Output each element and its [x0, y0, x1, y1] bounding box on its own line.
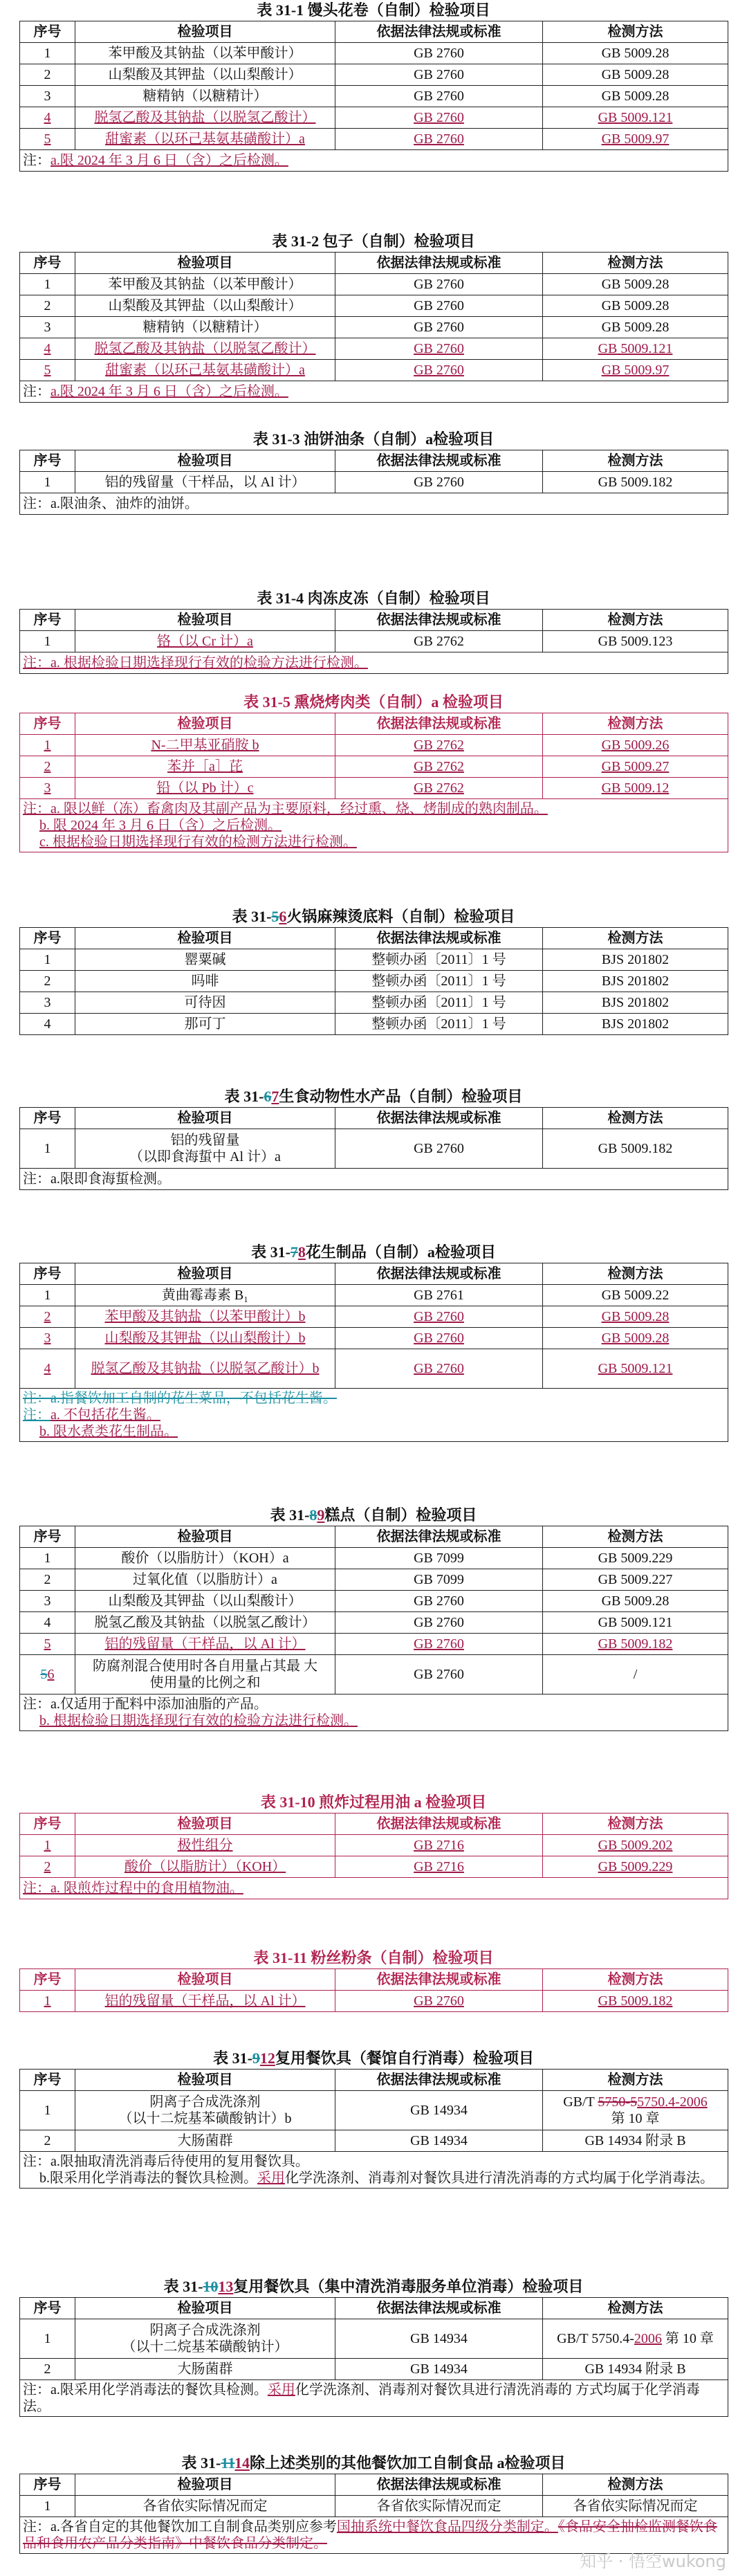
inspection-table	[19, 1263, 728, 1442]
table-31-12	[0, 2048, 747, 2189]
table-row: 4 那可丁 整顿办函〔2011〕1 号 BJS 201802	[20, 1014, 728, 1035]
note-row: 注：a.限采用化学消毒法的餐饮具检测。采用化学洗涤剂、消毒剂对餐饮具进行清洗消毒的 方式均属于化学消毒法。	[20, 2380, 728, 2417]
header-row: 序号 检验项目 依据法律法规或标准 检测方法	[20, 2298, 728, 2319]
table-row: 4 脱氢乙酸及其钠盐（以脱氢乙酸计）b GB 2760 GB 5009.121	[20, 1349, 728, 1389]
header-row: 序号 检验项目 依据法律法规或标准 检测方法	[20, 1263, 728, 1285]
table-row: 2 过氧化值（以脂肪计）a GB 7099 GB 5009.227	[20, 1569, 728, 1591]
table-title: 表 31-912复用餐饮具（餐馆自行消毒）检验项目	[213, 2049, 534, 2067]
note-row: 注：a.限 2024 年 3 月 6 日（含）之后检测。	[20, 381, 728, 403]
table-31-8	[0, 1242, 747, 1442]
note-row: 注：a.指餐饮加工自制的花生菜品，不包括花生酱。 注：a. 不包括花生酱。 b. 限水煮类花生制品。	[20, 1389, 728, 1442]
table-row: 1 酸价（以脂肪计）（KOH）a GB 7099 GB 5009.229	[20, 1548, 728, 1569]
table-row: 3 山梨酸及其钾盐（以山梨酸计）b GB 2760 GB 5009.28	[20, 1328, 728, 1349]
note-row: 注：a.限抽取清洗消毒后待使用的复用餐饮具。 b.限采用化学消毒法的餐饮具检测。采用化学洗涤剂、消毒剂对餐饮具进行清洗消毒的方式均属于化学消毒法。	[20, 2152, 728, 2189]
inspection-table	[19, 1107, 728, 1190]
note-row: 注：a. 限以鲜（冻）畜禽肉及其副产品为主要原料，经过熏、烧、烤制成的熟肉制品。 b. 限 2024 年 3 月 6 日（含）之后检测。 c. 根据检验日期选择现行有效的检测方法进行检测。	[20, 799, 728, 852]
header-row: 序号 检验项目 依据法律法规或标准 检测方法	[20, 2070, 728, 2091]
inspection-table	[19, 609, 728, 674]
table-row: 5 铝的残留量（干样品，以 Al 计） GB 2760 GB 5009.182	[20, 1634, 728, 1655]
table-row: 3 糖精钠（以糖精计） GB 2760 GB 5009.28	[20, 317, 728, 338]
table-31-13	[0, 2276, 747, 2417]
table-row: 1 铬（以 Cr 计）a GB 2762 GB 5009.123	[20, 631, 728, 652]
table-row: 1 阴离子合成洗涤剂 （以十二烷基苯磺酸钠计） GB 14934 GB/T 5750.4-2006 第 10 章	[20, 2319, 728, 2359]
table-row: 2 酸价（以脂肪计）（KOH） GB 2716 GB 5009.229	[20, 1856, 728, 1878]
table-31-7	[0, 1086, 747, 1190]
table-row: 2 大肠菌群 GB 14934 GB 14934 附录 B	[20, 2130, 728, 2152]
watermark: 知乎 · 悟空wukong	[580, 2552, 726, 2571]
table-title: 表 31-56火锅麻辣烫底料（自制）检验项目	[232, 908, 515, 925]
note-row: 注：a.限油条、油炸的油饼。	[20, 493, 728, 515]
table-title: 表 31-10 煎炸过程用油 a 检验项目	[260, 1793, 487, 1811]
table-31-1	[0, 0, 747, 172]
note-row: 注：a.限即食海蜇检测。	[20, 1169, 728, 1190]
table-row: 2 苯并［a］芘 GB 2762 GB 5009.27	[20, 756, 728, 778]
table-title: 表 31-67生食动物性水产品（自制）检验项目	[224, 1088, 523, 1105]
table-row: 1 黄曲霉毒素 B₁ GB 2761 GB 5009.22	[20, 1285, 728, 1306]
table-row: 1 苯甲酸及其钠盐（以苯甲酸计） GB 2760 GB 5009.28	[20, 43, 728, 64]
table-row: 2 大肠菌群 GB 14934 GB 14934 附录 B	[20, 2359, 728, 2380]
header-row: 序号 检验项目 依据法律法规或标准 检测方法	[20, 2474, 728, 2496]
header-row: 序号 检验项目 依据法律法规或标准 检测方法	[20, 1108, 728, 1129]
table-31-5	[0, 692, 747, 852]
note-row: 注：a. 限煎炸过程中的食用植物油。	[20, 1878, 728, 1899]
header-row: 序号 检验项目 依据法律法规或标准 检测方法	[20, 928, 728, 949]
table-31-2	[0, 231, 747, 403]
inspection-table	[19, 1813, 728, 1899]
table-row: 3 铅（以 Pb 计）c GB 2762 GB 5009.12	[20, 778, 728, 799]
table-title: 表 31-11 粉丝粉条（自制）检验项目	[253, 1949, 494, 1966]
table-title: 表 31-89糕点（自制）检验项目	[270, 1506, 477, 1524]
table-row: 2 吗啡 整顿办函〔2011〕1 号 BJS 201802	[20, 971, 728, 992]
table-31-14	[0, 2453, 747, 2554]
table-31-6	[0, 906, 747, 1035]
inspection-table	[19, 927, 728, 1035]
table-31-10	[0, 1792, 747, 1899]
header-row: 序号 检验项目 依据法律法规或标准 检测方法	[20, 450, 728, 472]
header-row: 序号 检验项目 依据法律法规或标准 检测方法	[20, 21, 728, 43]
table-title: 表 31-1013复用餐饮具（集中清洗消毒服务单位消毒）检验项目	[163, 2278, 584, 2295]
table-row: 1 阴离子合成洗涤剂 （以十二烷基苯磺酸钠计）b GB 14934 GB/T 5750-55750.4-2006 第 10 章	[20, 2091, 728, 2130]
table-row: 3 可待因 整顿办函〔2011〕1 号 BJS 201802	[20, 992, 728, 1014]
table-title: 表 31-1114除上述类别的其他餐饮加工自制食品 a检验项目	[181, 2454, 566, 2472]
table-row: 1 N-二甲基亚硝胺 b GB 2762 GB 5009.26	[20, 735, 728, 756]
table-31-11	[0, 1948, 747, 2012]
table-title: 表 31-1 馒头花卷（自制）检验项目	[257, 1, 490, 19]
table-title: 表 31-3 油饼油条（自制）a检验项目	[252, 430, 495, 448]
table-title: 表 31-2 包子（自制）检验项目	[272, 232, 475, 250]
table-31-4	[0, 588, 747, 674]
note-row: 注：a.限 2024 年 3 月 6 日（含）之后检测。	[20, 150, 728, 172]
table-row: 2 苯甲酸及其钠盐（以苯甲酸计）b GB 2760 GB 5009.28	[20, 1306, 728, 1328]
table-row: 2 山梨酸及其钾盐（以山梨酸计） GB 2760 GB 5009.28	[20, 64, 728, 86]
table-title: 表 31-4 肉冻皮冻（自制）检验项目	[257, 590, 490, 607]
table-row: 1 铝的残留量（干样品，以 Al 计） GB 2760 GB 5009.182	[20, 1991, 728, 2012]
note-row: 注：a. 根据检验日期选择现行有效的检验方法进行检测。	[20, 652, 728, 674]
inspection-table	[19, 450, 728, 515]
table-row: 1 罂粟碱 整顿办函〔2011〕1 号 BJS 201802	[20, 949, 728, 971]
table-row: 56 防腐剂混合使用时各自用量占其最 大 使用量的比例之和 GB 2760 /	[20, 1655, 728, 1695]
header-row: 序号 检验项目 依据法律法规或标准 检测方法	[20, 610, 728, 631]
table-row: 1 苯甲酸及其钠盐（以苯甲酸计） GB 2760 GB 5009.28	[20, 274, 728, 295]
inspection-table	[19, 1968, 728, 2012]
table-row: 1 极性组分 GB 2716 GB 5009.202	[20, 1835, 728, 1856]
inspection-table	[19, 1526, 728, 1731]
inspection-table	[19, 2474, 728, 2554]
note-row: 注：a.各省自定的其他餐饮加工自制食品类别应参考国抽系统中餐饮食品四级分类制定。《食品安全抽检监测餐饮食品和食用农产品分类指南》中餐饮食品分类制定。	[20, 2517, 728, 2554]
table-31-3	[0, 429, 747, 515]
table-row: 1 铝的残留量（干样品，以 Al 计） GB 2760 GB 5009.182	[20, 472, 728, 493]
table-row: 3 山梨酸及其钾盐（以山梨酸计） GB 2760 GB 5009.28	[20, 1591, 728, 1612]
table-row: 2 山梨酸及其钾盐（以山梨酸计） GB 2760 GB 5009.28	[20, 295, 728, 317]
header-row: 序号 检验项目 依据法律法规或标准 检测方法	[20, 1969, 728, 1991]
table-row: 3 糖精钠（以糖精计） GB 2760 GB 5009.28	[20, 86, 728, 107]
inspection-table	[19, 713, 728, 852]
header-row: 序号 检验项目 依据法律法规或标准 检测方法	[20, 713, 728, 735]
table-row: 4 脱氢乙酸及其钠盐（以脱氢乙酸计） GB 2760 GB 5009.121	[20, 338, 728, 360]
inspection-table	[19, 2297, 728, 2417]
table-31-9	[0, 1505, 747, 1731]
inspection-table	[19, 2069, 728, 2189]
header-row: 序号 检验项目 依据法律法规或标准 检测方法	[20, 1814, 728, 1835]
note-row: 注：a.仅适用于配料中添加油脂的产品。 b. 根据检验日期选择现行有效的检验方法进行检测。	[20, 1695, 728, 1731]
table-row: 1 铝的残留量 （以即食海蜇中 Al 计）a GB 2760 GB 5009.182	[20, 1129, 728, 1169]
table-title: 表 31-5 熏烧烤肉类（自制）a 检验项目	[243, 693, 504, 711]
table-row: 5 甜蜜素（以环己基氨基磺酸计）a GB 2760 GB 5009.97	[20, 129, 728, 150]
table-row: 4 脱氢乙酸及其钠盐（以脱氢乙酸计） GB 2760 GB 5009.121	[20, 1612, 728, 1634]
table-row: 1 各省依实际情况而定 各省依实际情况而定 各省依实际情况而定	[20, 2496, 728, 2517]
header-row: 序号 检验项目 依据法律法规或标准 检测方法	[20, 253, 728, 274]
header-row: 序号 检验项目 依据法律法规或标准 检测方法	[20, 1526, 728, 1548]
inspection-table	[19, 252, 728, 403]
table-row: 4 脱氢乙酸及其钠盐（以脱氢乙酸计） GB 2760 GB 5009.121	[20, 107, 728, 129]
table-row: 5 甜蜜素（以环己基氨基磺酸计）a GB 2760 GB 5009.97	[20, 360, 728, 381]
table-title: 表 31-78花生制品（自制）a检验项目	[251, 1243, 496, 1261]
inspection-table	[19, 21, 728, 172]
